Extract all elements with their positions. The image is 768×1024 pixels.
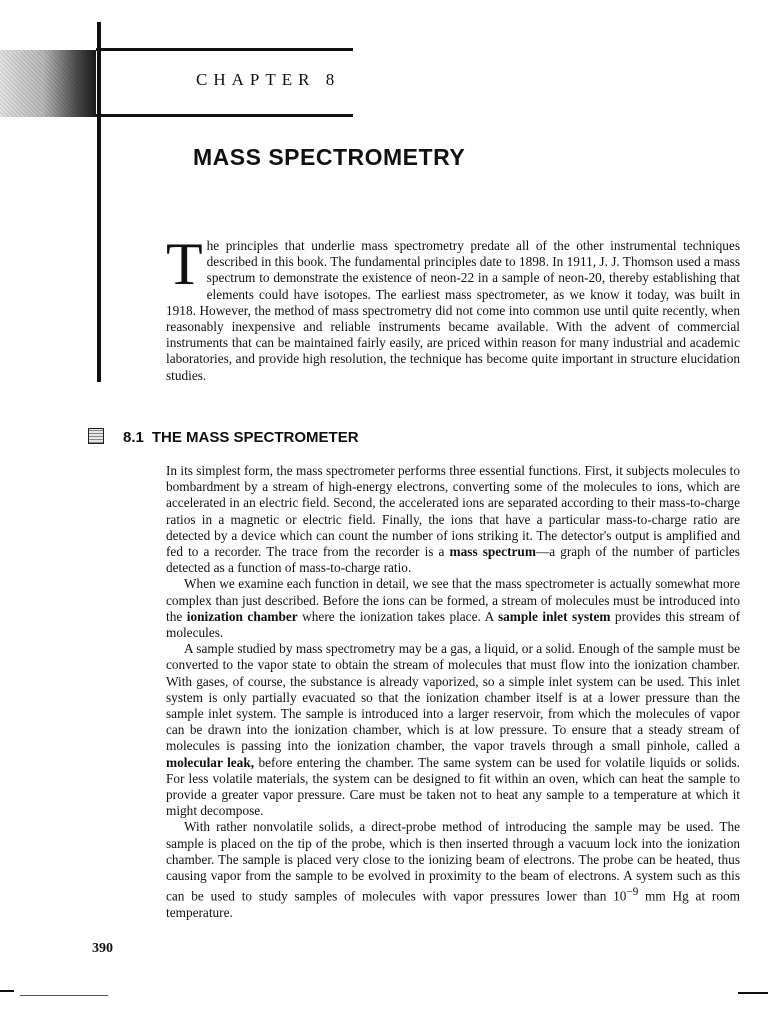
- chapter-word: CHAPTER: [196, 70, 316, 89]
- drop-cap: T: [166, 231, 203, 297]
- paragraph-1: [166, 463, 740, 576]
- footer-rule: [20, 995, 108, 996]
- term-sample-inlet-system: sample inlet system: [497, 608, 611, 624]
- paragraph-text: A sample studied by mass spectrometry may be a gas, a liquid, or a solid. Enough of the sample must be converted to the vapor state to obtain the stream of molecules that must flow into the ionization chamber. With gases, of course, the substance is already vaporized, so a simple inlet system can be used. This inlet system is only partially evacuated so that the ionization chamber itself is at a lower pressure than the sample inlet system. The sample is introduced into a larger reservoir, from which the molecules of vapor can be drawn into the ionization chamber, which is at low pressure. To ensure that a steady stream of molecules is passing into the ionization chamber, the vapor travels through a small pinhole, called a: [166, 641, 740, 754]
- term-molecular-leak: molecular leak,: [166, 754, 255, 770]
- section-marker-icon: [88, 428, 104, 444]
- chapter-bottom-rule: [96, 114, 353, 117]
- paragraph-text: before entering the chamber. The same system can be used for volatile liquids or solids. For less volatile materials, the system can be designed to fit within an oven, which can heat the sample to provide a greater vapor pressure. Care must be taken not to heat any sample to a temperature at which it might decompose.: [166, 754, 740, 819]
- section-number: 8.1: [123, 429, 144, 446]
- paragraph-text: In its simplest form, the mass spectrometer performs three essential functions. First, it subjects molecules to bombardment by a stream of high-energy electrons, converting some of the molecules to ions, which are accelerated in an electric field. Second, the accelerated ions are separated according to their mass-to-charge ratios in a magnetic or electric field. Finally, the ions that have a particular mass-to-charge ratio are detected by a device which can count the number of ions striking it. The detector's output is amplified and fed to a recorder. The trace from the recorder is a: [166, 463, 740, 560]
- section-body: [166, 463, 740, 921]
- paragraph-text: where the ionization takes place. A: [297, 608, 498, 624]
- chapter-top-rule: [96, 48, 353, 51]
- chapter-hatch-block: [0, 50, 96, 117]
- intro-paragraph: [166, 231, 740, 384]
- section-heading: [123, 429, 359, 446]
- section-title: THE MASS SPECTROMETER: [151, 429, 359, 446]
- intro-text: he principles that underlie mass spectrometry predate all of the other instrumental techniques described in this book. The fundamental principles date to 1898. In 1911, J. J. Thomson used a mass spectrum to demonstrate the existence of neon-22 in a sample of neon-20, thereby establishing that elements could have isotopes. The earliest mass spectrometer, as we know it today, was built in 1918. However, the method of mass spectrometry did not come into common use until quite recently, when reasonably inexpensive and reliable instruments became available. With the advent of commercial instruments that can be maintained fairly easily, are priced within reason for many industrial and academic laboratories, and provide high resolution, the technique has become quite important in structure elucidation studies.: [166, 238, 740, 383]
- term-ionization-chamber: ionization chamber: [186, 608, 298, 624]
- paragraph-text: When we examine each function in detail, we see that the mass spectrometer is actually somewhat more complex than just described. Before the ions can be formed, a stream of molecules must be introduced into the: [166, 576, 740, 624]
- exponent: −9: [626, 886, 639, 899]
- paragraph-text: provides this stream of molecules.: [166, 608, 740, 641]
- chapter-title: MASS SPECTROMETRY: [193, 144, 466, 170]
- paragraph-text: —a graph of the number of particles detected as a function of mass-to-charge ratio.: [166, 544, 740, 576]
- corner-mark: [738, 992, 768, 994]
- paragraph-4: [166, 819, 740, 921]
- paragraph-3: [166, 641, 740, 819]
- chapter-vertical-rule: [97, 22, 101, 382]
- chapter-number: 8: [325, 70, 341, 89]
- term-mass-spectrum: mass spectrum: [449, 544, 536, 560]
- corner-mark: [0, 990, 14, 992]
- chapter-label: [196, 70, 340, 90]
- paragraph-2: [166, 576, 740, 641]
- page-number: 390: [92, 941, 113, 956]
- paragraph-text: mm Hg at room temperature.: [166, 888, 740, 920]
- paragraph-text: With rather nonvolatile solids, a direct-probe method of introducing the sample may be used. The sample is placed on the tip of the probe, which is then inserted through a vacuum lock into the ionization chamber. The sample is placed very close to the ionizing beam of electrons. The probe can be heated, thus causing vapor from the sample to be evolved in proximity to the beam of electrons. A system such as this can be used to study samples of molecules with vapor pressures lower than 10: [166, 819, 740, 904]
